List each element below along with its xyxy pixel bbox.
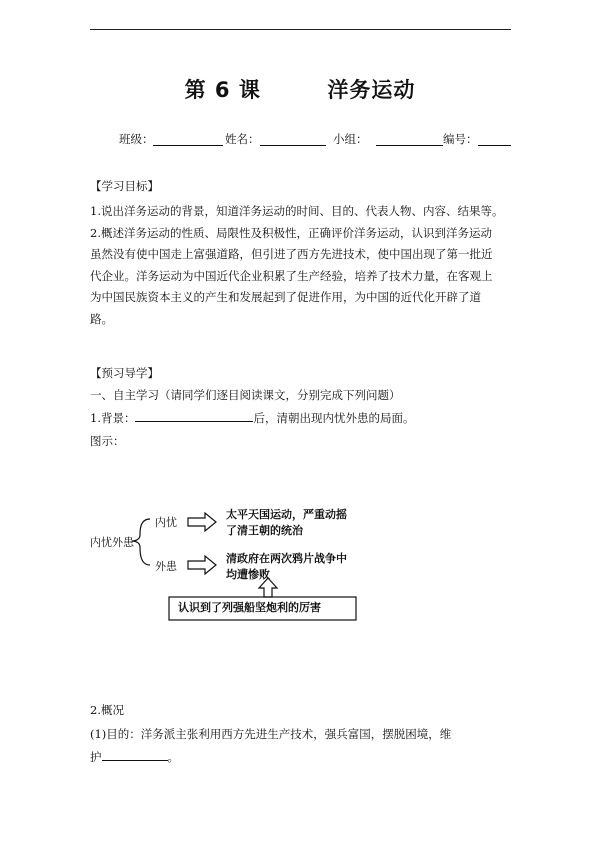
arrow-bottom-icon [188, 556, 216, 574]
page-title: 第 6 课 洋务运动 [184, 78, 416, 102]
diagram-bottom-result [226, 551, 347, 583]
goal-line-4: 代企业。洋务运动为中国近代企业积累了生产经验，培养了技术力量，在客观上 [90, 268, 493, 283]
arrow-top-icon [188, 513, 216, 531]
goal-line-5: 为中国民族资本主义的产生和发展起到了促进作用，为中国的近代化开辟了道 [90, 290, 481, 305]
purpose-prefix: 护 [90, 750, 102, 764]
goal-line-1: 1.说出洋务运动的背景，知道洋务运动的时间、目的、代表人物、内容、结果等。 [90, 204, 504, 218]
diagram-conclusion: 认识到了列强船坚炮利的厉害 [178, 601, 321, 614]
goal-line-3: 虽然没有使中国走上富强道路，但引进了西方先进技术，使中国出现了第一批近 [90, 247, 493, 262]
purpose-suffix: 。 [167, 750, 179, 764]
goal-line-2: 2.概述洋务运动的性质、局限性及积极性，正确评价洋务运动，认识到洋务运动 [90, 225, 492, 240]
self-study-instruction: 一、自主学习（请同学们逐目阅读课文，分别完成下列问题） [90, 388, 401, 402]
diagram-label: 图示： [90, 434, 125, 448]
diagram-branch-bottom: 外患 [155, 560, 177, 573]
purpose-blank[interactable] [102, 748, 168, 761]
bottom-result-line-2: 均遭惨败 [226, 568, 270, 581]
goal-line-6: 路。 [90, 311, 113, 326]
number-label: 编号： [443, 132, 478, 146]
diagram-top-result [226, 507, 347, 539]
class-label: 班级： [119, 132, 154, 146]
diagram-branch-top: 内忧 [155, 516, 177, 529]
background-suffix: 后，清朝出现内忧外患的局面。 [253, 411, 415, 425]
bottom-result-line-1: 清政府在两次鸦片战争中 [226, 552, 347, 565]
preview-heading: 【预习导学】 [90, 366, 159, 380]
background-prefix: 1.背景： [90, 411, 136, 425]
group-label: 小组： [333, 132, 368, 146]
top-result-line-1: 太平天国运动，严重动摇 [226, 508, 347, 521]
diagram-root: 内忧外患 [90, 536, 134, 549]
top-result-line-2: 了清王朝的统治 [226, 524, 303, 537]
purpose-line-1: (1)目的：洋务派主张利用西方先进生产技术，强兵富国，摆脱困境，维 [90, 727, 452, 741]
overview-heading: 2.概况 [90, 703, 124, 717]
learning-goals-heading: 【学习目标】 [90, 179, 159, 193]
name-label: 姓名： [225, 132, 260, 146]
purpose-line-2 [90, 747, 179, 769]
